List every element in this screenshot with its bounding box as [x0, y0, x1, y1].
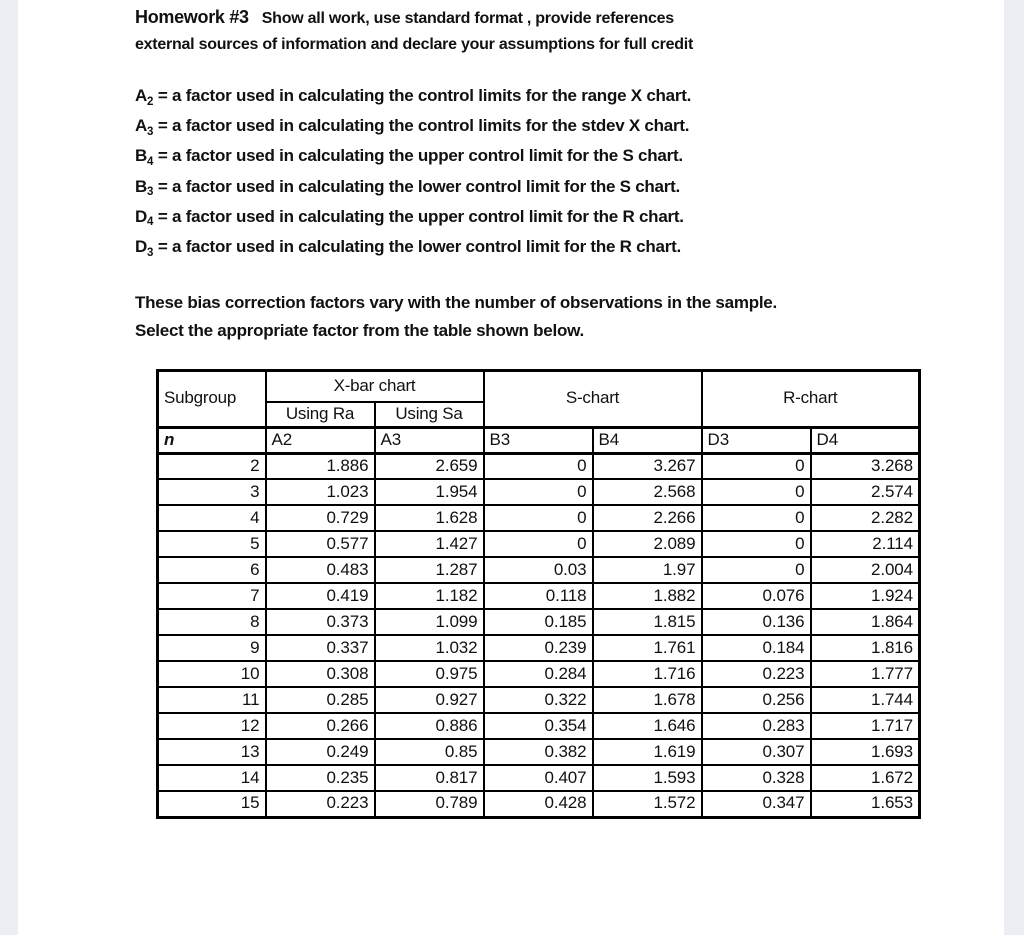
cell-b3: 0.03: [484, 557, 593, 583]
cell-b4: 1.646: [593, 713, 702, 739]
cell-a3: 1.182: [375, 583, 484, 609]
column-header-a2: A2: [266, 427, 375, 453]
definition-text: = a factor used in calculating the control limits for the stdev X chart.: [153, 116, 690, 136]
column-header-b4: B4: [593, 427, 702, 453]
cell-n: 13: [158, 739, 266, 765]
cell-d4: 1.924: [811, 583, 920, 609]
table-group-header-row: [158, 371, 920, 402]
table-row: [158, 531, 920, 557]
definition-symbol: A: [135, 86, 148, 105]
definition-text: = a factor used in calculating the control limits for the range X chart.: [153, 86, 692, 105]
header-using-r: Using Ra: [266, 402, 375, 428]
factors-table-wrapper: [156, 369, 935, 819]
cell-d4: 3.268: [811, 453, 920, 479]
definition-symbol: A: [135, 116, 148, 136]
cell-b4: 1.97: [593, 557, 702, 583]
cell-a3: 2.659: [375, 453, 484, 479]
cell-n: 5: [158, 531, 266, 557]
cell-d4: 1.744: [811, 687, 920, 713]
cell-a3: 1.628: [375, 505, 484, 531]
cell-a2: 1.886: [266, 453, 375, 479]
definition-item: [135, 233, 935, 263]
cell-b4: 1.678: [593, 687, 702, 713]
cell-d4: 1.816: [811, 635, 920, 661]
header-xbar-chart: X-bar chart: [266, 371, 484, 402]
cell-d3: 0: [702, 453, 811, 479]
definition-text: = a factor used in calculating the upper control limit for the S chart.: [153, 146, 683, 166]
table-row: [158, 635, 920, 661]
cell-d3: 0: [702, 505, 811, 531]
table-row: [158, 557, 920, 583]
cell-d4: 1.717: [811, 713, 920, 739]
cell-n: 4: [158, 505, 266, 531]
cell-a2: 0.285: [266, 687, 375, 713]
cell-b4: 1.761: [593, 635, 702, 661]
table-row: [158, 583, 920, 609]
definition-subscript: 3: [147, 186, 154, 199]
cell-d4: 2.282: [811, 505, 920, 531]
definition-symbol: B: [135, 146, 148, 166]
assignment-heading-line-1: [135, 4, 935, 32]
cell-a2: 0.266: [266, 713, 375, 739]
cell-n: 9: [158, 635, 266, 661]
cell-b4: 1.716: [593, 661, 702, 687]
cell-d3: 0.307: [702, 739, 811, 765]
cell-a3: 1.099: [375, 609, 484, 635]
header-r-chart: R-chart: [702, 371, 920, 428]
cell-d3: 0: [702, 479, 811, 505]
cell-a3: 1.032: [375, 635, 484, 661]
cell-d4: 2.114: [811, 531, 920, 557]
cell-b4: 1.619: [593, 739, 702, 765]
definition-item: [135, 142, 935, 172]
cell-a2: 0.483: [266, 557, 375, 583]
document-content: [135, 4, 935, 819]
cell-d3: 0.347: [702, 791, 811, 817]
definition-symbol: D: [135, 237, 148, 257]
cell-d3: 0.256: [702, 687, 811, 713]
table-row: [158, 713, 920, 739]
definition-item: [135, 173, 935, 203]
cell-d3: 0.223: [702, 661, 811, 687]
column-header-n: n: [158, 427, 266, 453]
cell-a2: 0.223: [266, 791, 375, 817]
column-header-b3: B3: [484, 427, 593, 453]
table-row: [158, 687, 920, 713]
cell-d4: 1.672: [811, 765, 920, 791]
cell-a3: 0.789: [375, 791, 484, 817]
cell-n: 3: [158, 479, 266, 505]
assignment-instructions-inline: Show all work, use standard format , provide references: [261, 10, 674, 27]
cell-n: 10: [158, 661, 266, 687]
cell-b3: 0.322: [484, 687, 593, 713]
column-header-d4: D4: [811, 427, 920, 453]
table-row: [158, 765, 920, 791]
definition-text: = a factor used in calculating the upper control limit for the R chart.: [153, 206, 684, 226]
cell-a3: 1.427: [375, 531, 484, 557]
cell-b4: 2.266: [593, 505, 702, 531]
cell-a2: 0.419: [266, 583, 375, 609]
header-subgroup: Subgroup: [158, 371, 266, 428]
table-row: [158, 791, 920, 817]
cell-b4: 1.815: [593, 609, 702, 635]
assignment-heading: [135, 4, 935, 58]
cell-d4: 1.693: [811, 739, 920, 765]
cell-a2: 0.577: [266, 531, 375, 557]
cell-b4: 3.267: [593, 453, 702, 479]
cell-a3: 0.817: [375, 765, 484, 791]
cell-b3: 0.239: [484, 635, 593, 661]
cell-d4: 2.574: [811, 479, 920, 505]
page-title: Homework #3: [135, 7, 249, 27]
cell-a3: 1.954: [375, 479, 484, 505]
cell-a3: 0.927: [375, 687, 484, 713]
cell-b3: 0.407: [484, 765, 593, 791]
header-s-chart: S-chart: [484, 371, 702, 428]
table-row: [158, 609, 920, 635]
definition-subscript: 3: [147, 125, 154, 138]
cell-b3: 0: [484, 531, 593, 557]
cell-d3: 0.184: [702, 635, 811, 661]
cell-d3: 0.076: [702, 583, 811, 609]
table-row: [158, 739, 920, 765]
cell-a2: 0.308: [266, 661, 375, 687]
definition-subscript: 4: [147, 155, 154, 168]
cell-d3: 0.283: [702, 713, 811, 739]
cell-a2: 0.249: [266, 739, 375, 765]
cell-n: 11: [158, 687, 266, 713]
cell-b3: 0: [484, 479, 593, 505]
definition-item: [135, 112, 935, 142]
definition-item: [135, 203, 935, 233]
column-header-d3: D3: [702, 427, 811, 453]
cell-a3: 0.886: [375, 713, 484, 739]
cell-b4: 1.572: [593, 791, 702, 817]
table-row: [158, 661, 920, 687]
cell-b3: 0.185: [484, 609, 593, 635]
cell-b3: 0.118: [484, 583, 593, 609]
cell-n: 14: [158, 765, 266, 791]
cell-d3: 0.328: [702, 765, 811, 791]
control-chart-factors-table: [156, 369, 921, 819]
cell-n: 8: [158, 609, 266, 635]
cell-n: 12: [158, 713, 266, 739]
explanatory-paragraph: These bias correction factors vary with the number of observations in the sample. Select the appropriate factor from the table shown below.: [135, 293, 777, 340]
cell-a3: 0.975: [375, 661, 484, 687]
cell-a3: 0.85: [375, 739, 484, 765]
cell-b3: 0: [484, 453, 593, 479]
cell-n: 7: [158, 583, 266, 609]
cell-n: 2: [158, 453, 266, 479]
definition-symbol: B: [135, 176, 148, 196]
cell-a2: 0.729: [266, 505, 375, 531]
cell-d4: 1.777: [811, 661, 920, 687]
table-head: [158, 371, 920, 454]
cell-b4: 1.593: [593, 765, 702, 791]
cell-b3: 0.382: [484, 739, 593, 765]
definition-item: [135, 82, 935, 112]
table-body: [158, 453, 920, 817]
cell-a2: 0.235: [266, 765, 375, 791]
cell-b3: 0.428: [484, 791, 593, 817]
cell-b3: 0: [484, 505, 593, 531]
cell-d4: 2.004: [811, 557, 920, 583]
table-row: [158, 453, 920, 479]
column-header-a3: A3: [375, 427, 484, 453]
definition-text: = a factor used in calculating the lower control limit for the R chart.: [153, 237, 681, 257]
definition-symbol: D: [135, 206, 148, 226]
assignment-instructions-line-2: external sources of information and declare your assumptions for full credit: [135, 36, 694, 53]
definition-subscript: 2: [147, 95, 154, 108]
table-column-code-row: [158, 427, 920, 453]
cell-n: 6: [158, 557, 266, 583]
cell-b4: 1.882: [593, 583, 702, 609]
cell-d3: 0: [702, 531, 811, 557]
table-row: [158, 479, 920, 505]
factor-definitions-list: [135, 82, 935, 263]
cell-b4: 2.089: [593, 531, 702, 557]
definition-subscript: 3: [147, 246, 154, 259]
definition-subscript: 4: [147, 216, 154, 229]
cell-n: 15: [158, 791, 266, 817]
cell-d3: 0: [702, 557, 811, 583]
document-page: [18, 0, 1004, 935]
cell-d3: 0.136: [702, 609, 811, 635]
definition-text: = a factor used in calculating the lower control limit for the S chart.: [153, 176, 681, 196]
cell-a2: 1.023: [266, 479, 375, 505]
cell-a2: 0.373: [266, 609, 375, 635]
cell-a2: 0.337: [266, 635, 375, 661]
cell-d4: 1.653: [811, 791, 920, 817]
header-using-s: Using Sa: [375, 402, 484, 428]
cell-b3: 0.354: [484, 713, 593, 739]
cell-b4: 2.568: [593, 479, 702, 505]
cell-b3: 0.284: [484, 661, 593, 687]
cell-a3: 1.287: [375, 557, 484, 583]
table-row: [158, 505, 920, 531]
cell-d4: 1.864: [811, 609, 920, 635]
